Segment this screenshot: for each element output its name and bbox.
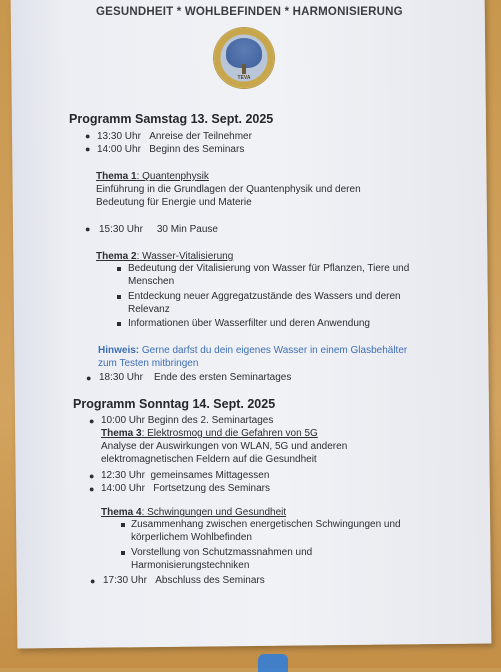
thema2-point: Relevanz [128, 304, 170, 315]
schedule-item: 17:30 Uhr Abschluss des Seminars [103, 575, 265, 586]
thema3-description: elektromagnetischen Feldern auf die Gesundheit [101, 454, 317, 465]
thema1-description: Bedeutung für Energie und Materie [96, 197, 252, 208]
schedule-item: 12:30 Uhr gemeinsames Mittagessen [101, 470, 270, 481]
bullet-icon: ● [85, 144, 91, 154]
bullet-icon: ● [90, 576, 96, 586]
square-bullet-icon [121, 551, 125, 555]
bullet-icon: ● [86, 373, 92, 383]
schedule-item: 14:00 Uhr Beginn des Seminars [97, 144, 245, 155]
thema2-heading: Thema 2: Wasser-Vitalisierung [96, 251, 234, 262]
bullet-icon: ● [89, 484, 95, 494]
thema1-description: Einführung in die Grundlagen der Quantenphysik und deren [96, 184, 361, 195]
bullet-icon: ● [89, 471, 95, 481]
square-bullet-icon [117, 322, 121, 326]
square-bullet-icon [117, 267, 121, 271]
schedule-item: 15:30 Uhr 30 Min Pause [99, 224, 218, 235]
bullet-icon: ● [89, 416, 95, 426]
saturday-title: Programm Samstag 13. Sept. 2025 [69, 112, 274, 126]
square-bullet-icon [117, 295, 121, 299]
thema4-point: körperlichem Wohlbefinden [131, 532, 252, 543]
schedule-item: 14:00 Uhr Fortsetzung des Seminars [101, 483, 270, 494]
thema2-point: Entdeckung neuer Aggregatzustände des Wassers und deren [128, 291, 401, 302]
sunday-title: Programm Sonntag 14. Sept. 2025 [73, 397, 276, 411]
thema4-point: Harmonisierungstechniken [131, 560, 250, 571]
thema3-heading: Thema 3: Elektrosmog und die Gefahren von 5G [101, 428, 318, 439]
bullet-icon: ● [85, 131, 91, 141]
square-bullet-icon [121, 523, 125, 527]
thema4-heading: Thema 4: Schwingungen und Gesundheit [101, 507, 287, 518]
organization-logo [214, 28, 274, 88]
thema2-point: Bedeutung der Vitalisierung von Wasser für Pflanzen, Tiere und [128, 263, 410, 274]
thema1-heading: Thema 1: Quantenphysik [96, 171, 209, 182]
thema3-description: Analyse der Auswirkungen von WLAN, 5G und anderen [101, 441, 348, 452]
schedule-item: 10:00 Uhr Beginn des 2. Seminartages [101, 415, 274, 426]
hint-note: zum Testen mitbringen [98, 358, 199, 369]
schedule-item: 18:30 Uhr Ende des ersten Seminartages [99, 372, 292, 383]
thema2-point: Informationen über Wasserfilter und deren Anwendung [128, 318, 370, 329]
schedule-item: 13:30 Uhr Anreise der Teilnehmer [97, 131, 252, 142]
thema4-point: Zusammenhang zwischen energetischen Schwingungen und [131, 519, 401, 530]
hint-note: Hinweis: Gerne darfst du dein eigenes Wasser in einem Glasbehälter [98, 345, 408, 356]
logo-text: TEVA [237, 75, 251, 81]
bullet-icon: ● [85, 224, 91, 234]
document-header: GESUNDHEIT * WOHLBEFINDEN * HARMONISIERUNG [96, 6, 403, 18]
thema4-point: Vorstellung von Schutzmassnahmen und [131, 547, 313, 558]
blue-clip [258, 654, 288, 672]
thema2-point: Menschen [128, 276, 175, 287]
